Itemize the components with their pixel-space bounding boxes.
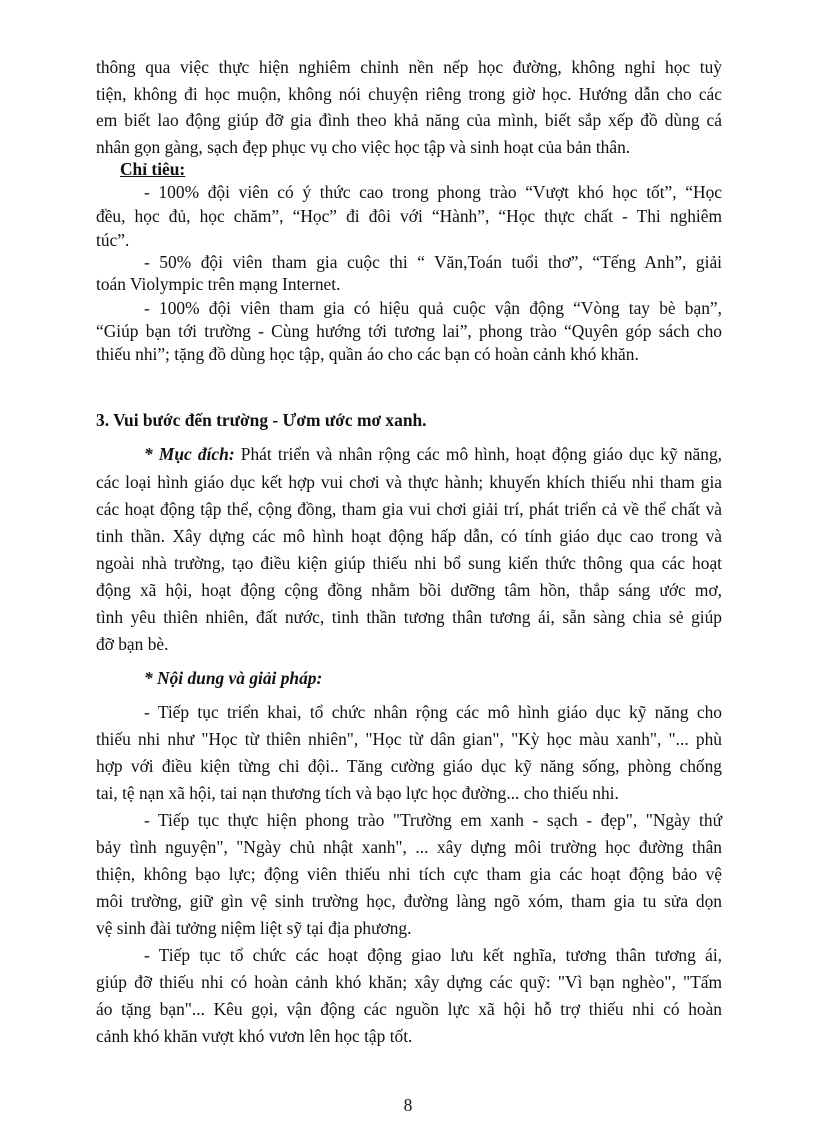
paragraph-line: em biết lao động giúp đỡ gia đình theo khả năng của mình, biết sắp xếp đồ dùng cá bbox=[96, 110, 722, 130]
chi-tieu-item-line: thiếu nhi”; tặng đồ dùng học tập, quần áo cho các bạn có hoàn cảnh khó khăn. bbox=[96, 344, 639, 364]
paragraph-line: tinh thần. Xây dựng các mô hình hoạt động hấp dẫn, có tính giáo dục cao trong và bbox=[96, 526, 722, 546]
noi-dung-item-line: tai, tệ nạn xã hội, tai nạn thương tích và bạo lực học đường... cho thiếu nhi. bbox=[96, 783, 619, 803]
noi-dung-item-line: vệ sinh đài tưởng niệm liệt sỹ tại địa phương. bbox=[96, 918, 412, 938]
paragraph-line: tình yêu thiên nhiên, đất nước, tinh thần tương thân tương ái, sẵn sàng chia sẻ giúp bbox=[96, 607, 722, 627]
noi-dung-item-line: môi trường, giữ gìn vệ sinh trường học, đường làng ngõ xóm, tham gia tu sửa dọn bbox=[96, 891, 722, 911]
section-heading: 3. Vui bước đến trường - Ươm ước mơ xanh. bbox=[96, 410, 427, 430]
paragraph-line: các hoạt động tập thể, cộng đồng, tham gia vui chơi giải trí, phát triển cả về thể chất và bbox=[96, 499, 722, 519]
paragraph-line: ngoài nhà trường, tạo điều kiện giúp thiếu nhi bổ sung kiến thức thông qua các hoạt bbox=[96, 553, 722, 573]
chi-tieu-item-line: đều, học đủ, học chăm”, “Học” đi đôi với “Hành”, “Học thực chất - Thi nghiêm bbox=[96, 206, 722, 226]
noi-dung-label: * Nội dung và giải pháp: bbox=[144, 668, 323, 688]
noi-dung-item-line: hợp với điều kiện từng chi đội.. Tăng cường giáo dục kỹ năng sống, phòng chống bbox=[96, 756, 722, 776]
chi-tieu-item-line: toán Violympic trên mạng Internet. bbox=[96, 274, 341, 294]
noi-dung-item-line: cảnh khó khăn vượt khó vươn lên học tập tốt. bbox=[96, 1026, 413, 1046]
chi-tieu-item-line: - 100% đội viên tham gia có hiệu quả cuộc vận động “Vòng tay bè bạn”, bbox=[144, 298, 722, 318]
paragraph-line: thông qua việc thực hiện nghiêm chỉnh nền nếp học đường, không nghỉ học tuỳ bbox=[96, 57, 722, 77]
paragraph-line: các loại hình giáo dục kết hợp vui chơi và thực hành; khuyến khích thiếu nhi tham gia bbox=[96, 472, 722, 492]
noi-dung-item-line: - Tiếp tục tổ chức các hoạt động giao lưu kết nghĩa, tương thân tương ái, bbox=[144, 945, 722, 965]
muc-dich-label: * Mục đích: bbox=[144, 444, 235, 464]
chi-tieu-item-line: “Giúp bạn tới trường - Cùng hướng tới tương lai”, phong trào “Quyên góp sách cho bbox=[96, 321, 722, 341]
noi-dung-item-line: áo tặng bạn"... Kêu gọi, vận động các nguồn lực xã hội hỗ trợ thiếu nhi có hoàn bbox=[96, 999, 722, 1019]
noi-dung-item-line: thiện, không bạo lực; động viên thiếu nhi tích cực tham gia các hoạt động bảo vệ bbox=[96, 864, 722, 884]
chi-tieu-item-line: - 100% đội viên có ý thức cao trong phong trào “Vượt khó học tốt”, “Học bbox=[144, 182, 722, 202]
noi-dung-item-line: - Tiếp tục triển khai, tổ chức nhân rộng các mô hình giáo dục kỹ năng cho bbox=[144, 702, 722, 722]
noi-dung-item-line: bảy tình nguyện", "Ngày chủ nhật xanh", ... xây dựng môi trường học đường thân bbox=[96, 837, 722, 857]
chi-tieu-item-line: túc”. bbox=[96, 230, 130, 250]
page-number: 8 bbox=[403, 1095, 413, 1115]
noi-dung-item-line: thiếu nhi như "Học từ thiên nhiên", "Học từ dân gian", "Kỳ học màu xanh", "... phù bbox=[96, 729, 722, 749]
paragraph-line: động xã hội, hoạt động cộng đồng nhằm bồi dưỡng tâm hồn, thắp sáng ước mơ, bbox=[96, 580, 722, 600]
noi-dung-item-line: giúp đỡ thiếu nhi có hoàn cảnh khó khăn; xây dựng các quỹ: "Vì bạn nghèo", "Tấm bbox=[96, 972, 722, 992]
noi-dung-item-line: - Tiếp tục thực hiện phong trào "Trường em xanh - sạch - đẹp", "Ngày thứ bbox=[144, 810, 722, 830]
chi-tieu-item-line: - 50% đội viên tham gia cuộc thi “ Văn,Toán tuổi thơ”, “Tếng Anh”, giải bbox=[144, 252, 722, 272]
paragraph-line: đỡ bạn bè. bbox=[96, 634, 169, 654]
paragraph-line: tiện, không đi học muộn, không nói chuyện riêng trong giờ học. Hướng dẫn cho các bbox=[96, 84, 722, 104]
muc-dich-text: Phát triển và nhân rộng các mô hình, hoạt động giáo dục kỹ năng, bbox=[234, 444, 722, 464]
paragraph-line: nhân gọn gàng, sạch đẹp phục vụ cho việc học tập và sinh hoạt của bản thân. bbox=[96, 137, 631, 157]
muc-dich-first-line bbox=[144, 443, 722, 465]
chi-tieu-label: Chỉ tiêu: bbox=[120, 159, 186, 179]
